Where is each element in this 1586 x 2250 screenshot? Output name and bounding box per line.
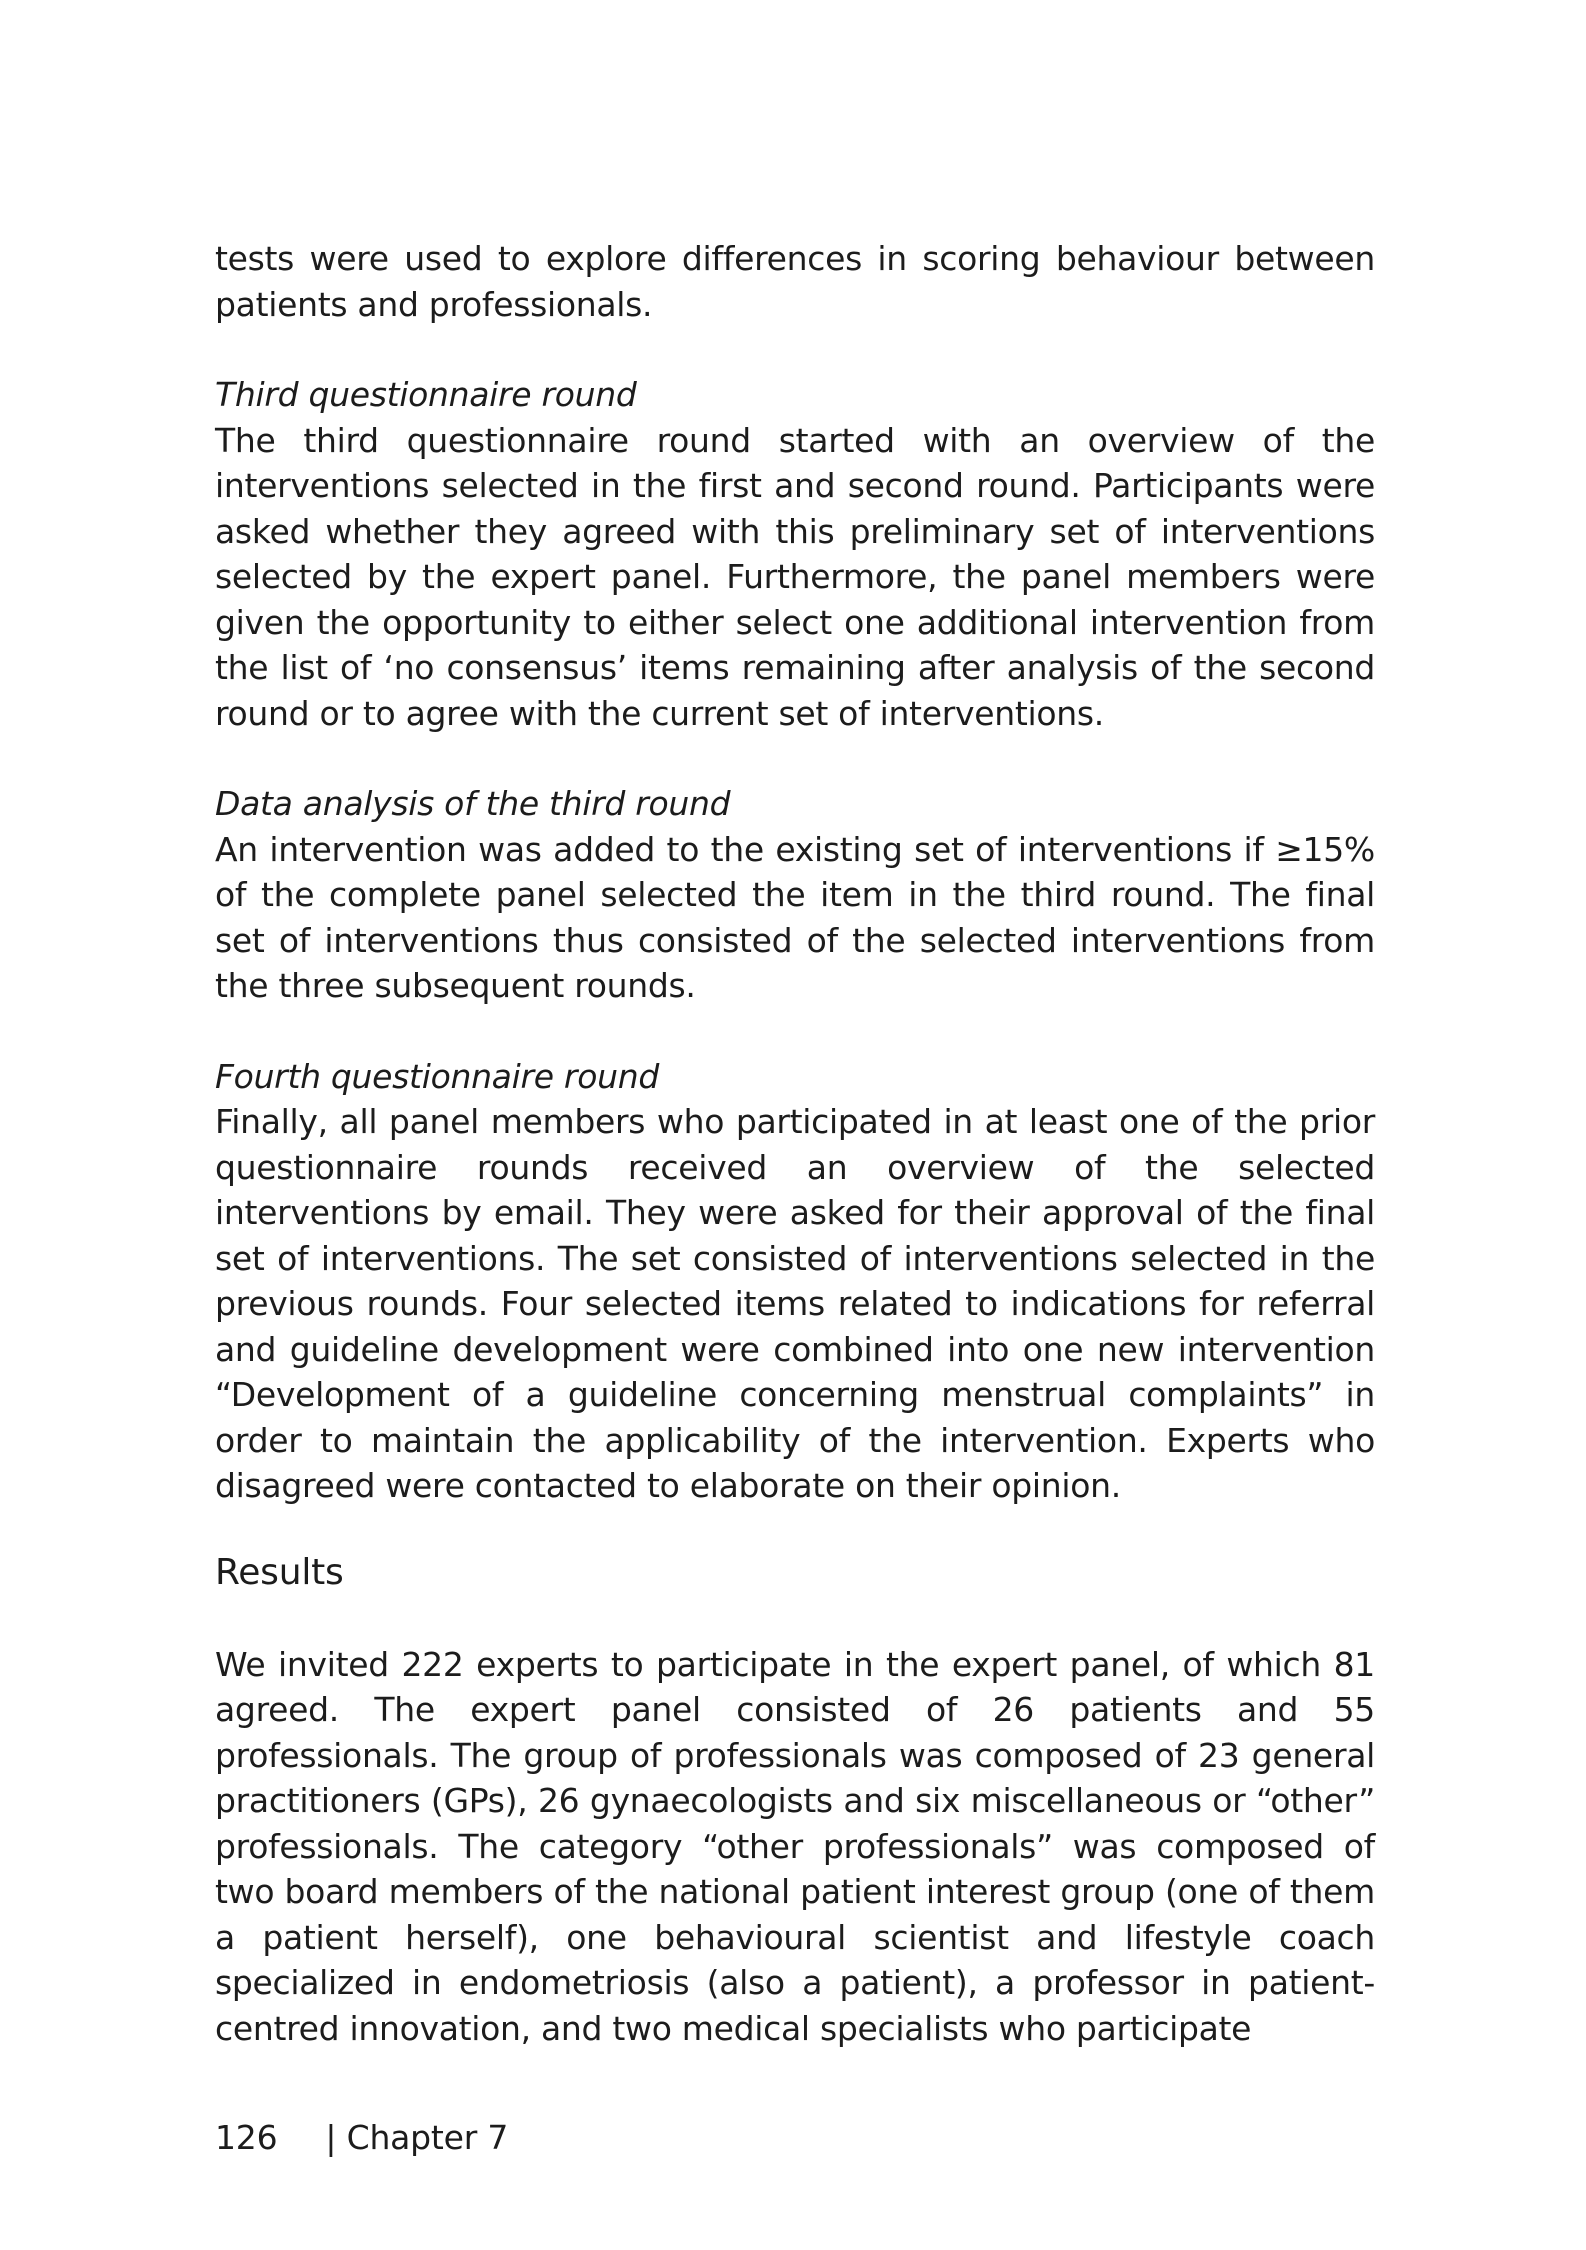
results-paragraph: We invited 222 experts to participate in the expert panel, of which 81 agreed. The expert panel consisted of 26 patients and 55 professionals. The group of professionals was composed of 23 general practitioners (GPs), 26 gynaecologists and six miscellaneous or “other” professionals. The category “other professionals” was composed of two board members of the national patient interest group (one of them a patient herself), one behavioural scientist and lifestyle coach specialized in endometriosis (also a patient), a professor in patient-centred innovation, and two medical specialists who participate	[215, 1644, 1375, 2048]
data-analysis-heading: Data analysis of the third round	[215, 784, 731, 823]
third-round-heading: Third questionnaire round	[215, 375, 637, 414]
page-body	[215, 236, 1375, 2051]
fourth-round-paragraph: Finally, all panel members who participated in at least one of the prior questionnaire rounds received an overview of the selected interventions by email. They were asked for their approval of the final set of interventions. The set consisted of interventions selected in the previous rounds. Four selected items related to indications for referral and guideline development were combined into one new intervention “Development of a guideline concerning menstrual complaints” in order to maintain the applicability of the intervention. Experts who disagreed were contacted to elaborate on their opinion.	[215, 1102, 1375, 1505]
data-analysis-paragraph: An intervention was added to the existing set of interventions if ≥15% of the complete panel selected the item in the third round. The final set of interventions thus consisted of the selected interventions from the three subsequent rounds.	[215, 829, 1375, 1005]
intro-paragraph: tests were used to explore differences in scoring behaviour between patients and professionals.	[215, 239, 1375, 324]
page-number: 126	[215, 2118, 278, 2157]
chapter-label: | Chapter 7	[325, 2118, 509, 2157]
fourth-round-heading: Fourth questionnaire round	[215, 1056, 659, 1096]
page-footer	[215, 2118, 508, 2158]
results-heading: Results	[215, 1551, 344, 1593]
third-round-paragraph: The third questionnaire round started with an overview of the interventions selected in the first and second round. Participants were asked whether they agreed with this preliminary set of interventions selected by the expert panel. Furthermore, the panel members were given the opportunity to either select one additional intervention from the list of ‘no consensus’ items remaining after analysis of the second round or to agree with the current set of interventions.	[215, 420, 1375, 733]
